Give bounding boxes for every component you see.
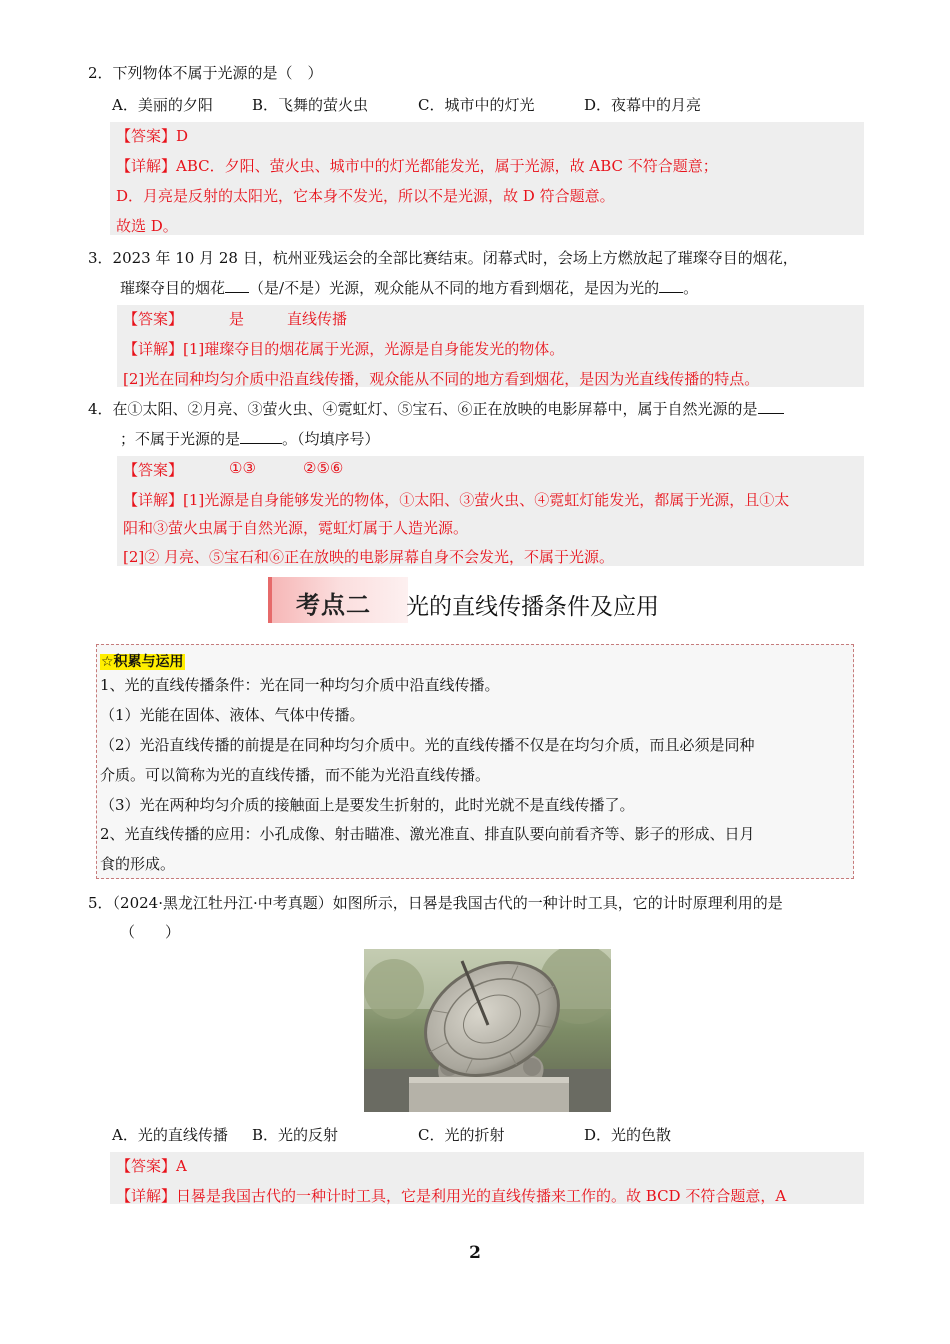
q3-answer-2: 直线传播 (287, 310, 348, 328)
q2-option-a: A．美丽的夕阳 (112, 96, 213, 114)
sundial-illustration (364, 949, 611, 1112)
q4-answer-2: ②⑤⑥ (303, 459, 344, 477)
section-tag-label: 考点二 (296, 591, 371, 619)
q4-answer-label: 【答案】 (123, 461, 184, 479)
q5-option-b: B．光的反射 (252, 1126, 339, 1144)
q4-stem-part: ；不属于光源的是 (120, 430, 241, 448)
q4-answer-box (117, 456, 864, 566)
sundial-photo (364, 949, 611, 1112)
q3-stem-part: 璀璨夺目的烟花 (120, 279, 226, 297)
q4-analysis-line: [2]② 月亮、⑤宝石和⑥正在放映的电影屏幕自身不会发光，不属于光源。 (123, 548, 615, 566)
q2-analysis-line: D．月亮是反射的太阳光，它本身不发光，所以不是光源，故 D 符合题意。 (116, 187, 615, 205)
q5-analysis-line: 【详解】日晷是我国古代的一种计时工具，它是利用光的直线传播来工作的。故 BCD 不符合题意，A (116, 1187, 787, 1205)
q4-stem-part: 4．在①太阳、②月亮、③萤火虫、④霓虹灯、⑤宝石、⑥正在放映的电影屏幕中，属于自然光源的是 (88, 400, 758, 418)
q5-option-a: A．光的直线传播 (112, 1126, 228, 1144)
q5-stem-line-2: （ ） (120, 923, 181, 941)
knowledge-line: 2、光直线传播的应用：小孔成像、射击瞄准、激光准直、排直队要向前看齐等、影子的形成、日月 (100, 825, 755, 843)
knowledge-line: 介质。可以简称为光的直线传播，而不能为光沿直线传播。 (100, 766, 491, 784)
page-number: 2 (469, 1243, 481, 1263)
knowledge-heading-label: ☆积累与运用 (101, 654, 184, 670)
q4-stem-part: 。（均填序号） (282, 430, 380, 448)
q5-option-c: C．光的折射 (418, 1126, 505, 1144)
q3-stem-line-2 (120, 277, 698, 298)
knowledge-box (96, 644, 854, 879)
q3-answer-1: 是 (229, 310, 245, 328)
knowledge-line: 食的形成。 (100, 855, 176, 873)
q3-analysis-line: [2]光在同种均匀介质中沿直线传播，观众能从不同的地方看到烟花，是因为光直线传播的特点。 (123, 370, 760, 388)
section-title: 光的直线传播条件及应用 (406, 594, 659, 620)
knowledge-line: 1、光的直线传播条件：光在同一种均匀介质中沿直线传播。 (100, 676, 500, 694)
q5-stem-line-1: 5．（2024·黑龙江牡丹江·中考真题）如图所示，日晷是我国古代的一种计时工具，它的计时原理利用的是 (88, 894, 783, 912)
q4-blank-1[interactable] (758, 413, 784, 414)
q2-option-c: C．城市中的灯光 (418, 96, 535, 114)
knowledge-line: （2）光沿直线传播的前提是在同种均匀介质中。光的直线传播不仅是在均匀介质，而且必须是同种 (100, 736, 755, 754)
q2-answer: 【答案】D (116, 127, 189, 145)
q3-answer-box (117, 305, 864, 387)
knowledge-heading (100, 651, 185, 671)
q4-analysis-line: 阳和③萤火虫属于自然光源，霓虹灯属于人造光源。 (123, 519, 469, 537)
q3-stem-part: 。 (683, 279, 699, 297)
q3-analysis-line: 【详解】[1]璀璨夺目的烟花属于光源，光源是自身能发光的物体。 (123, 340, 565, 358)
q5-answer: 【答案】A (116, 1157, 187, 1175)
q3-stem-line-1: 3．2023 年 10 月 28 日，杭州亚残运会的全部比赛结束。闭幕式时，会场上方燃放起了璀璨夺目的烟花， (88, 249, 798, 267)
q4-analysis-line: 【详解】[1]光源是自身能够发光的物体，①太阳、③萤火虫、④霓虹灯能发光，都属于光源，且①太 (123, 491, 790, 509)
q2-analysis-line: 故选 D。 (116, 217, 178, 235)
q4-answer-1: ①③ (229, 459, 256, 477)
q5-answer-box (110, 1152, 864, 1204)
q5-option-d: D．光的色散 (584, 1126, 672, 1144)
q4-blank-2[interactable] (240, 443, 282, 444)
knowledge-line: （3）光在两种均匀介质的接触面上是要发生折射的，此时光就不是直线传播了。 (100, 796, 635, 814)
q2-option-d: D．夜幕中的月亮 (584, 96, 702, 114)
q3-answer-label: 【答案】 (123, 310, 184, 328)
q2-option-b: B．飞舞的萤火虫 (252, 96, 369, 114)
q2-analysis-line: 【详解】ABC．夕阳、萤火虫、城市中的灯光都能发光，属于光源，故 ABC 不符合题意； (116, 157, 718, 175)
q2-answer-box (110, 122, 864, 235)
q3-blank-1[interactable] (225, 292, 249, 293)
q2-stem: 2．下列物体不属于光源的是（ ） (88, 64, 323, 82)
q4-stem-line-2 (120, 428, 380, 449)
section-tag (268, 577, 408, 623)
knowledge-line: （1）光能在固体、液体、气体中传播。 (100, 706, 365, 724)
q4-stem-line-1 (88, 398, 784, 419)
q3-stem-part: （是/不是）光源，观众能从不同的地方看到烟花，是因为光的 (249, 279, 660, 297)
q3-blank-2[interactable] (659, 292, 683, 293)
